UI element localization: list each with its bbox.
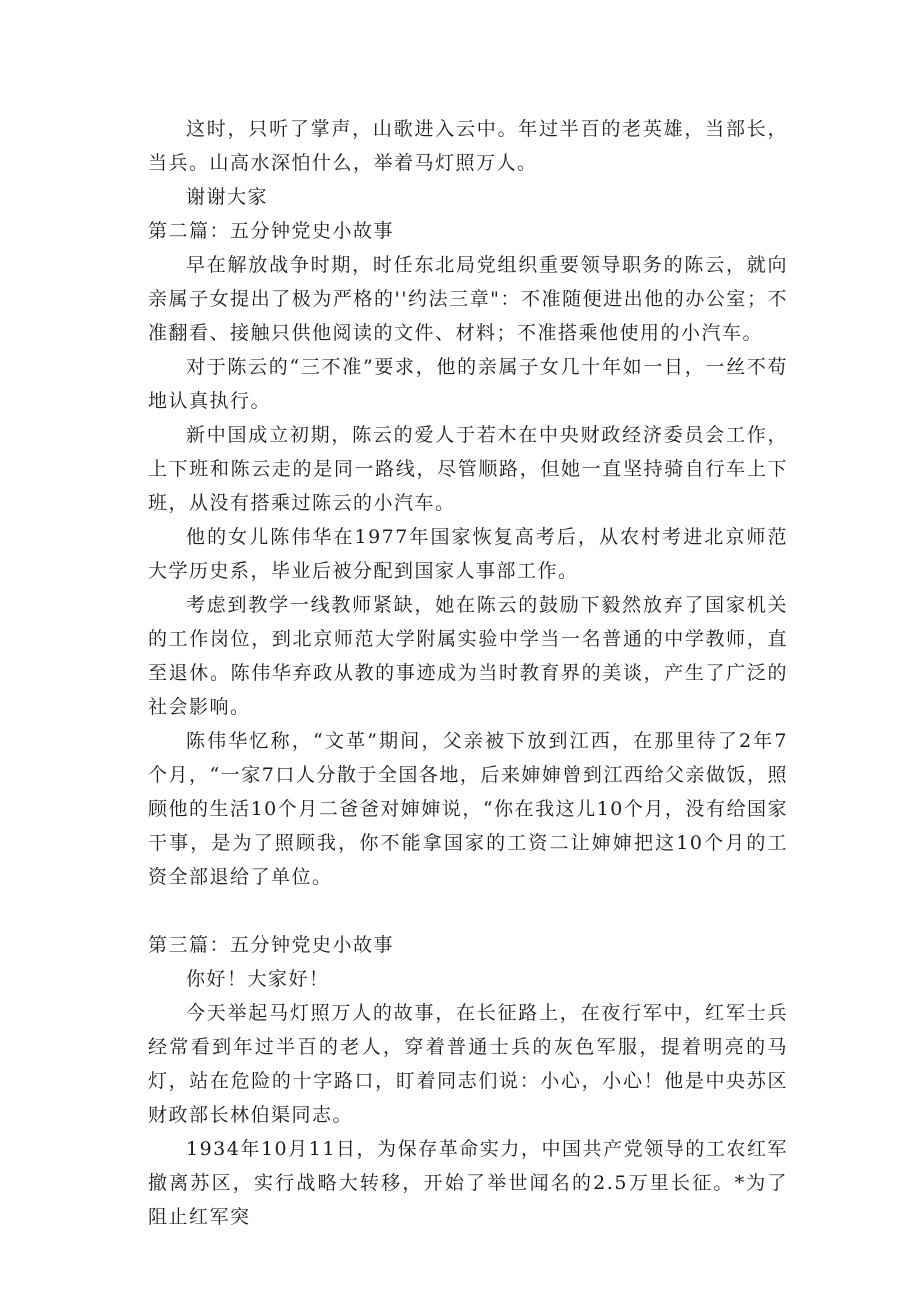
- paragraph: 他的女儿陈伟华在1977年国家恢复高考后，从农村考进北京师范大学历史系，毕业后被分配到国家人事部工作。: [148, 526, 788, 582]
- paragraph: 新中国成立初期，陈云的爱人于若木在中央财政经济委员会工作，上下班和陈云走的是同一路线，尽管顺路，但她一直坚持骑自行车上下班，从没有搭乘过陈云的小汽车。: [148, 424, 788, 514]
- paragraph: 1934年10月11日，为保存革命实力，中国共产党领导的工农红军撤离苏区，实行战略大转移，开始了举世闻名的2.5万里长征。*为了阻止红军突: [148, 1138, 788, 1228]
- paragraph: 陈伟华忆称，“文革”期间，父亲被下放到江西，在那里待了2年7个月，“一家7口人分散于全国各地，后来婶婶曾到江西给父亲做饭，照顾他的生活10个月二爸爸对婶婶说，“你在我这儿10个月，没有给国家干事，是为了照顾我，你不能拿国家的工资二让婶婶把这10个月的工资全部退给了单位。: [148, 730, 788, 888]
- closing-line: 谢谢大家: [186, 186, 269, 208]
- document-body: [148, 112, 788, 1234]
- paragraph: 这时，只听了掌声，山歌进入云中。年过半百的老英雄，当部长，当兵。山高水深怕什么，举着马灯照万人。: [148, 118, 788, 174]
- section-spacer: [148, 894, 788, 928]
- section-three-title: 第三篇：五分钟党史小故事: [148, 934, 395, 956]
- paragraph: 早在解放战争时期，时任东北局党组织重要领导职务的陈云，就向亲属子女提出了极为严格的''约法三章"：不准随便进出他的办公室；不准翻看、接触只供他阅读的文件、材料；不准搭乘他使用的小汽车。: [148, 254, 788, 344]
- section-two-title: 第二篇：五分钟党史小故事: [148, 220, 395, 242]
- paragraph: 今天举起马灯照万人的故事，在长征路上，在夜行军中，红军士兵经常看到年过半百的老人，穿着普通士兵的灰色军服，提着明亮的马灯，站在危险的十字路口，盯着同志们说：小心，小心！他是中央苏区财政部长林伯渠同志。: [148, 1002, 788, 1126]
- paragraph: 考虑到教学一线教师紧缺，她在陈云的鼓励下毅然放弃了国家机关的工作岗位，到北京师范大学附属实验中学当一名普通的中学教师，直至退休。陈伟华弃政从教的事迹成为当时教育界的美谈，产生了广泛的社会影响。: [148, 594, 788, 718]
- greeting-line: 你好！大家好！: [186, 968, 330, 990]
- paragraph: 对于陈云的“三不准”要求，他的亲属子女几十年如一日，一丝不苟地认真执行。: [148, 356, 788, 412]
